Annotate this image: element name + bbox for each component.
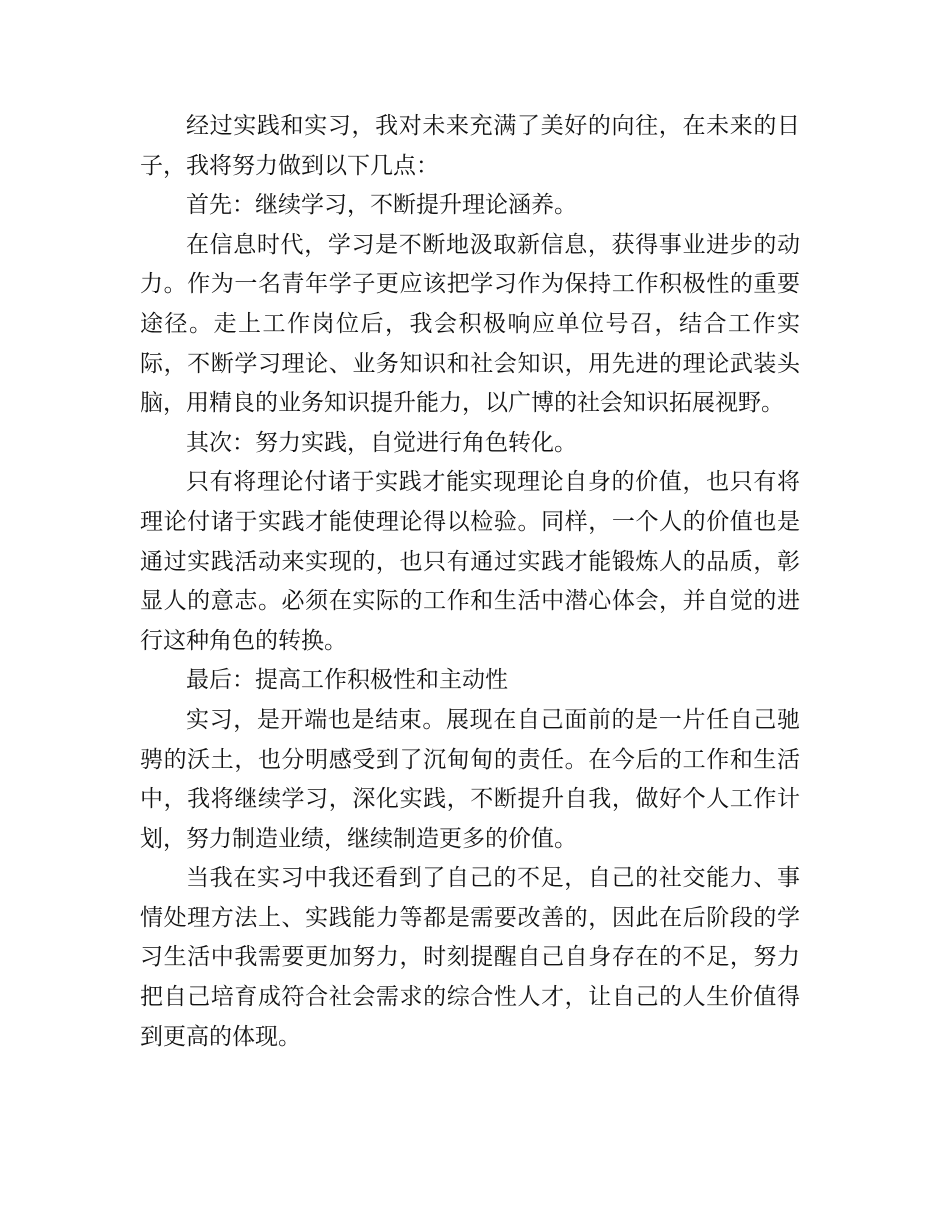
- paragraph-heading-second: 其次：努力实践，自觉进行角色转化。: [186, 429, 577, 456]
- paragraph-heading-first: 首先：继续学习，不断提升理论涵养。: [186, 192, 577, 219]
- paragraph-intro: 经过实践和实习，我对未来充满了美好的向往，在未来的日子，我将努力做到以下几点：: [140, 113, 800, 179]
- paragraph-shortcomings: 当我在实习中我还看到了自己的不足，自己的社交能力、事情处理方法上、实践能力等都是需要改善的，因此在后阶段的学习生活中我需要更加努力，时刻提醒自己自身存在的不足，努力把自己培育成符合社会需求的综合性人才，让自己的人生价值得到更高的体现。: [140, 865, 800, 1050]
- document-body: [140, 107, 800, 1057]
- paragraph-heading-last: 最后：提高工作积极性和主动性: [186, 667, 508, 694]
- paragraph-internship: 实习，是开端也是结束。展现在自己面前的是一片任自己驰骋的沃土，也分明感受到了沉甸甸的责任。在今后的工作和生活中，我将继续学习，深化实践，不断提升自我，做好个人工作计划，努力制造业绩，继续制造更多的价值。: [140, 706, 800, 852]
- paragraph-practice: 只有将理论付诸于实践才能实现理论自身的价值，也只有将理论付诸于实践才能使理论得以检验。同样，一个人的价值也是通过实践活动来实现的，也只有通过实践才能锻炼人的品质，彰显人的意志。必须在实际的工作和生活中潜心体会，并自觉的进行这种角色的转换。: [140, 469, 800, 654]
- paragraph-study: 在信息时代，学习是不断地汲取新信息，获得事业进步的动力。作为一名青年学子更应该把学习作为保持工作积极性的重要途径。走上工作岗位后，我会积极响应单位号召，结合工作实际，不断学习理论、业务知识和社会知识，用先进的理论武装头脑，用精良的业务知识提升能力，以广博的社会知识拓展视野。: [140, 231, 800, 417]
